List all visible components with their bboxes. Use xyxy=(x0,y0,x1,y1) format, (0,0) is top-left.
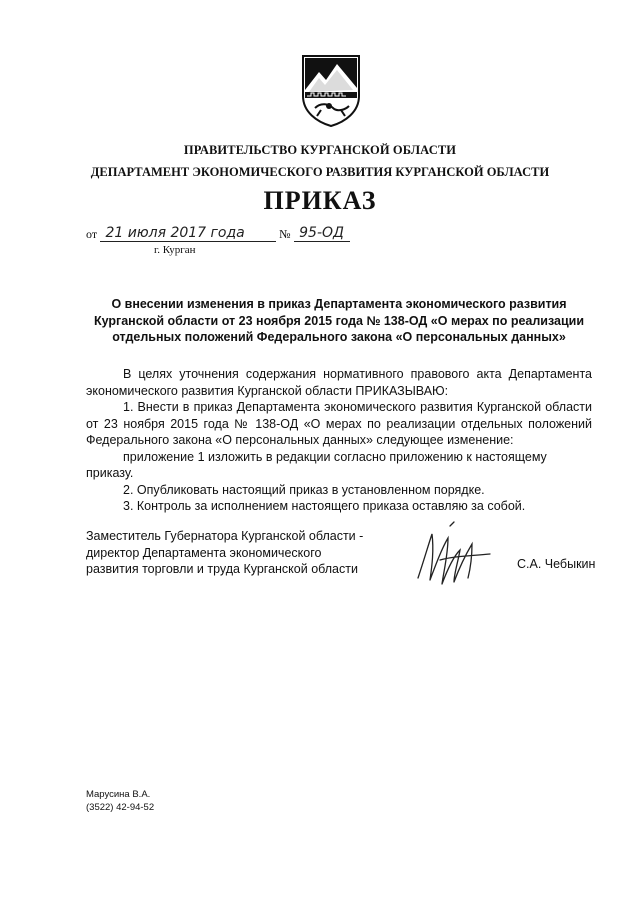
signatory-name: С.А. Чебыкин xyxy=(517,557,596,571)
from-label: от xyxy=(86,227,98,241)
signatory-line: развития торговли и труда Курганской области xyxy=(86,562,358,576)
order-subject xyxy=(86,296,592,346)
preamble-line: экономического развития Курганской области ПРИКАЗЫВАЮ: xyxy=(86,383,449,398)
government-name: ПРАВИТЕЛЬСТВО КУРГАНСКОЙ ОБЛАСТИ xyxy=(183,143,457,157)
signatory-line: Заместитель Губернатора Курганской области - xyxy=(86,529,364,543)
city-label: г. Курган xyxy=(154,244,196,256)
signatory-line: директор Департамента экономического xyxy=(86,545,322,560)
number-label: № xyxy=(279,227,291,241)
item-3: 3. Контроль за исполнением настоящего приказа оставляю за собой. xyxy=(123,499,526,513)
signatory-title xyxy=(86,528,363,578)
subject-line: Курганской области от 23 ноября 2015 года № 138-ОД «О мерах по реализации xyxy=(93,313,585,328)
item-1-line: 1. Внести в приказ Департамента экономического развития Курганской области xyxy=(123,400,592,414)
handwritten-date: 21 июля 2017 года xyxy=(100,226,250,242)
date-underline-tail xyxy=(250,226,276,242)
order-body xyxy=(86,366,592,515)
preamble-line: В целях уточнения содержания нормативного правового акта Департамента xyxy=(123,367,592,381)
item-1-line: приложение 1 изложить в редакции согласно приложению к настоящему приказу. xyxy=(86,449,547,480)
item-1-line: от 23 ноября 2015 года № 138-ОД «О мерах по реализации отдельных положений xyxy=(86,416,592,431)
executor-info xyxy=(86,788,154,814)
document-type-title: ПРИКАЗ xyxy=(263,186,377,215)
executor-phone: (3522) 42-94-52 xyxy=(86,802,155,813)
handwritten-signature-icon xyxy=(410,520,496,590)
executor-name: Марусина В.А. xyxy=(86,789,151,800)
department-name: ДЕПАРТАМЕНТ ЭКОНОМИЧЕСКОГО РАЗВИТИЯ КУРГАНСКОЙ ОБЛАСТИ xyxy=(90,165,550,179)
subject-line: отдельных положений Федерального закона «О персональных данных» xyxy=(112,330,566,344)
item-1-line: Федерального закона «О персональных данных» следующее изменение: xyxy=(86,433,514,447)
handwritten-number: 95-ОД xyxy=(294,226,350,242)
date-line xyxy=(86,226,350,242)
subject-line: О внесении изменения в приказ Департамента экономического развития xyxy=(111,297,567,311)
coat-of-arms-icon xyxy=(299,52,363,128)
item-2: 2. Опубликовать настоящий приказ в установленном порядке. xyxy=(123,482,485,497)
